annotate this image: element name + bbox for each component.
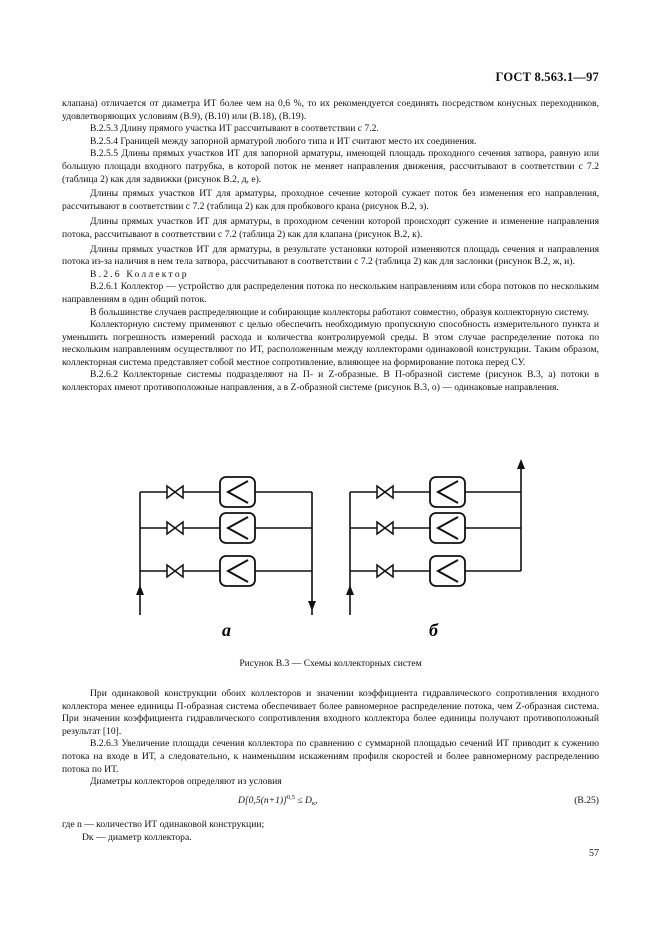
paragraph: В большинстве случаев распределяющие и собирающие коллекторы работают совместно, образуя коллекторную систему.: [90, 306, 590, 318]
flow-meter-icon: [430, 556, 465, 586]
flow-meter-icon: [430, 513, 465, 543]
paragraph: Коллекторную систему применяют с целью обеспечить необходимую пропускную способность измерительного пункта и уменьшить погрешность измерений расхода и количества контролируемой среды. В этом случае распределение потока по нескольким направлениям осуществляют по ИТ, расположенным между коллекторами одинаковой конструкции. Таким образом, коллекторная система представляет собой местное сопротивление, влияющее на формирование потока перед СУ.: [62, 319, 599, 368]
paragraph: Длины прямых участков ИТ для арматуры, в результате установки которой изменяются площадь сечения и направления потока из-за наличия в нем тела затвора, рассчитывают в соответствии с 7.2 (таблица 2) как для заслонки (рисунок В.2, ж, и).: [62, 243, 599, 268]
definition-item: где n — количество ИТ одинаковой конструкции;: [62, 819, 265, 830]
paragraph: Длины прямых участков ИТ для арматуры, в проходном сечении которой происходят сужение и изменение направления потока, рассчитывают в соответствии с 7.2 (таблица 2) как для клапана (рисунок В.2, к).: [62, 216, 599, 240]
valve-icon: [167, 565, 183, 577]
page-number: 57: [589, 848, 599, 859]
valve-icon: [167, 486, 183, 498]
flow-meter-icon: [430, 477, 465, 507]
paragraph: В.2.6.1 Коллектор — устройство для распределения потока по нескольким направлениям или сбора потоков по нескольким направлениям в один общий поток.: [62, 281, 599, 305]
definitions: [62, 818, 599, 844]
flow-meter-icon: [220, 513, 255, 543]
paragraph: В.2.5.5 Длины прямых участков ИТ для запорной арматуры, имеющей площадь проходного сечения затвора, равную или большую площади входного патрубка, в которой поток не меняет направления движения, рассчитывают в соответствии с 7.2 (таблица 2) как для задвижки (рисунок В.2, д, е).: [62, 148, 599, 185]
equation-number: (В.25): [574, 795, 599, 806]
valve-icon: [167, 522, 183, 534]
equation-line: [62, 795, 599, 809]
flow-meter-icon: [220, 556, 255, 586]
flow-meter-icon: [220, 477, 255, 507]
paragraph: В.2.6.3 Увеличение площади сечения коллектора по сравнению с суммарной площадью сечений ИТ приводит к сужению потока на входе в ИТ, а следовательно, к наименьшим искажениям профиля скоростей и более равномерному распределению потока по ИТ.: [62, 738, 599, 775]
body-text-bottom: [62, 688, 599, 789]
definition-item: Dк — диаметр коллектора.: [82, 832, 192, 843]
paragraph: В.2.6.2 Коллекторные системы подразделяют на П- и Z-образные. В П-образной системе (рисунок В.3, а) потоки в коллекторах имеют противоположные направления, а в Z-образной системе (рисунок В.3, о) — одинаковые направления.: [62, 369, 599, 394]
collector-systems-figure: [120, 455, 540, 645]
paragraph: Диаметры коллекторов определяют из условия: [90, 776, 282, 788]
figure-label-a: а: [222, 620, 231, 640]
valves: [167, 486, 393, 577]
paragraph: клапана) отличается от диаметра ИТ более чем на 0,6 %, то их рекомендуется соединять посредством конусных переходников, удовлетворяющих условиям (В.9), (В.10) или (В.18), (В.19).: [62, 98, 599, 122]
paragraph: В.2.6 Коллектор: [90, 268, 189, 280]
paragraph: В.2.5.3 Длину прямого участка ИТ рассчитывают в соответствии с 7.2.: [90, 123, 379, 135]
valve-icon: [377, 565, 393, 577]
paragraph: Длины прямых участков ИТ для арматуры, проходное сечение которой сужает поток без изменения его направления, рассчитывают в соответствии с 7.2 (таблица 2) как для пробкового крана (рисунок В.2, з).: [62, 188, 599, 212]
equation: $D[0,5(n+1)]^{0,5} \le D_к$,: [238, 794, 318, 807]
figure-caption: Рисунок В.3 — Схемы коллекторных систем: [239, 658, 422, 669]
paragraph: В.2.5.4 Границей между запорной арматурой любого типа и ИТ считают место их соединения.: [90, 135, 477, 147]
valve-icon: [377, 522, 393, 534]
valve-icon: [377, 486, 393, 498]
flow-meters: [220, 477, 465, 586]
scheme-a: [136, 492, 316, 615]
body-text-top: [62, 98, 599, 395]
paragraph: При одинаковой конструкции обоих коллекторов и значении коэффициента гидравлического сопротивления входного коллектора менее единицы П-образная система обеспечивает более равномерное распределение потока, чем Z-образная система. При значении коэффициента гидравлического сопротивления входного коллектора более единицы получают противоположный результат [10].: [62, 688, 599, 737]
figure-label-b: б: [429, 620, 438, 640]
standard-header: ГОСТ 8.563.1—97: [495, 70, 599, 84]
